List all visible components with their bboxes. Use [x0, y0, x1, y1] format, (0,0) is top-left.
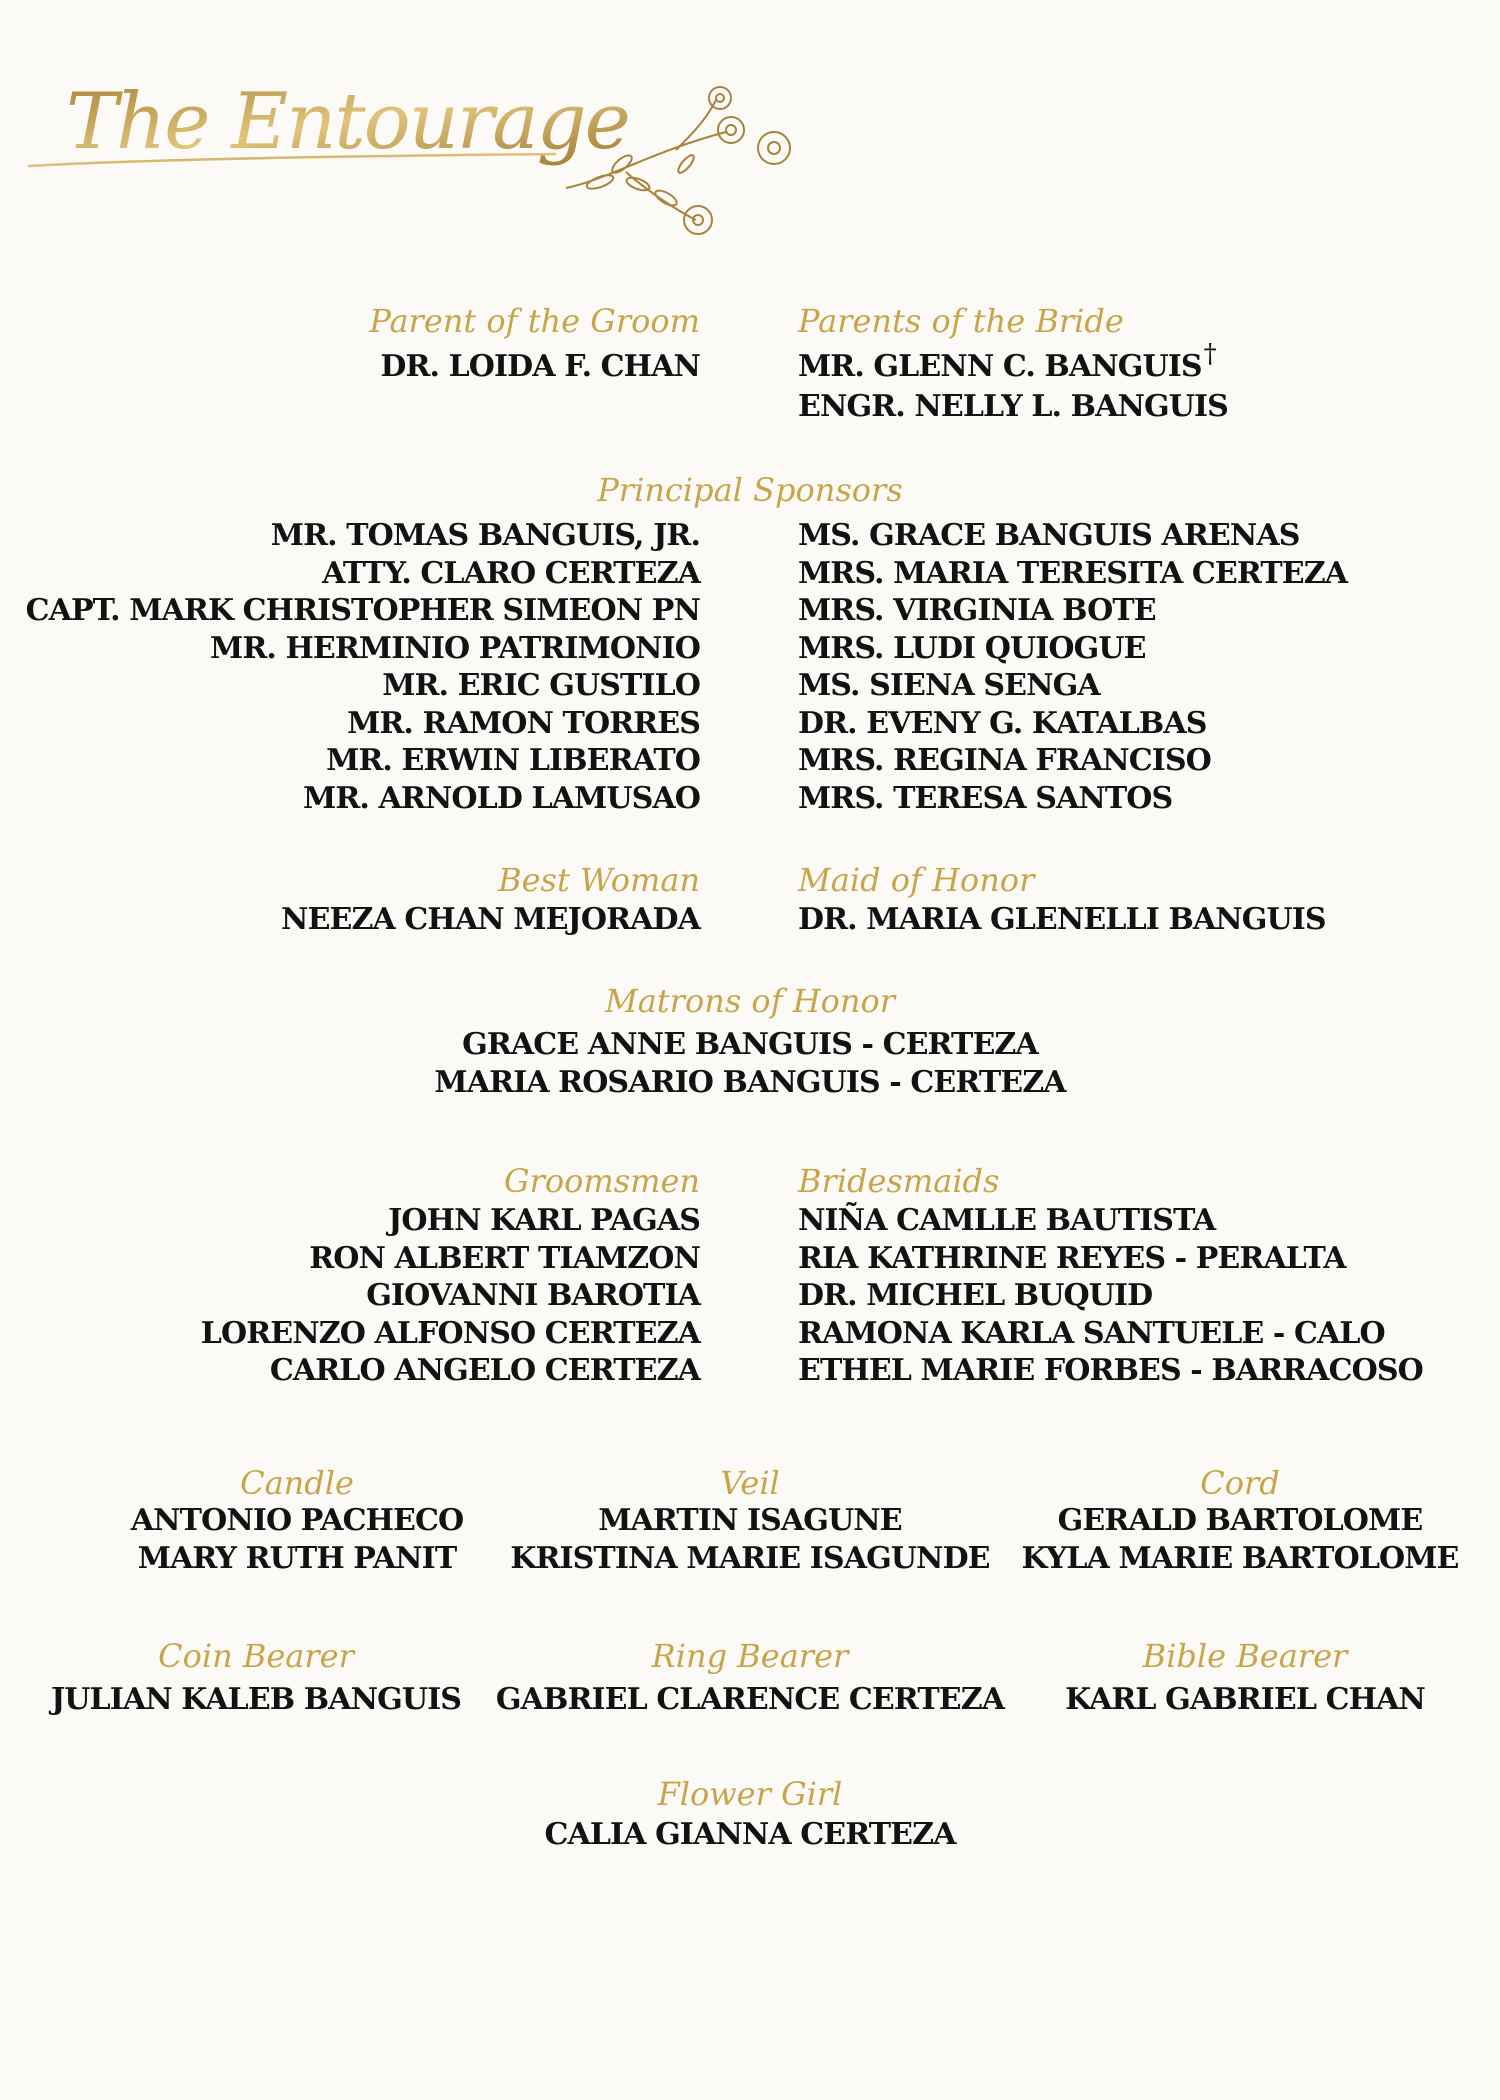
bridesmaids-heading: Bridesmaids	[798, 1162, 1000, 1200]
sponsor-name: MRS. MARIA TERESITA CERTEZA	[798, 555, 1348, 591]
father-of-bride-name: MR. GLENN C. BANGUIS	[798, 349, 1202, 384]
sponsor-name: MR. ARNOLD LAMUSAO	[303, 780, 700, 816]
mother-of-bride-name: ENGR. NELLY L. BANGUIS	[798, 388, 1228, 424]
principal-sponsors-heading: Principal Sponsors	[597, 471, 903, 509]
groomsmen-heading: Groomsmen	[503, 1162, 700, 1200]
veil-sponsor-name: MARTIN ISAGUNE	[598, 1503, 902, 1538]
candle-sponsor-name: ANTONIO PACHECO	[130, 1503, 464, 1538]
sponsor-name: ATTY. CLARO CERTEZA	[322, 555, 700, 591]
sponsor-name: MR. TOMAS BANGUIS, JR.	[270, 518, 700, 553]
veil-sponsor-name: KRISTINA MARIE ISAGUNDE	[510, 1540, 990, 1576]
ring-bearer-heading: Ring Bearer	[651, 1637, 849, 1675]
maid-of-honor-names	[798, 901, 1326, 939]
sponsor-name: MR. ERWIN LIBERATO	[326, 743, 700, 778]
flower-girl-name: CALIA GIANNA CERTEZA	[544, 1817, 956, 1852]
cord-sponsor-name: KYLA MARIE BARTOLOME	[1021, 1540, 1459, 1576]
sponsor-name: MS. GRACE BANGUIS ARENAS	[798, 518, 1300, 553]
groomsman-name: RON ALBERT TIAMZON	[309, 1240, 700, 1276]
bridesmaid-name: ETHEL MARIE FORBES - BARRACOSO	[798, 1353, 1423, 1388]
matron-name: MARIA ROSARIO BANGUIS - CERTEZA	[434, 1064, 1066, 1100]
bridesmaid-name: RIA KATHRINE REYES - PERALTA	[798, 1240, 1346, 1276]
bridesmaid-name: DR. MICHEL BUQUID	[798, 1278, 1153, 1313]
groomsman-name: LORENZO ALFONSO CERTEZA	[200, 1315, 700, 1351]
best-woman-name: NEEZA CHAN MEJORADA	[281, 902, 700, 937]
cord-names	[1020, 1502, 1460, 1577]
veil-names	[500, 1502, 1000, 1577]
maid-of-honor-heading: Maid of Honor	[798, 861, 1035, 899]
candle-sponsor-name: MARY RUTH PANIT	[137, 1540, 457, 1576]
sponsor-name: MRS. LUDI QUIOGUE	[798, 630, 1146, 666]
principal-sponsors-left	[26, 517, 700, 817]
candle-heading: Candle	[240, 1464, 354, 1502]
parent-groom-heading: Parent of the Groom	[369, 302, 700, 340]
coin-bearer-heading: Coin Bearer	[158, 1637, 354, 1675]
sponsor-name: CAPT. MARK CHRISTOPHER SIMEON PN	[25, 593, 700, 628]
bridesmaid-name: RAMONA KARLA SANTUELE - CALO	[798, 1315, 1385, 1351]
sponsor-name: MRS. REGINA FRANCISO	[798, 743, 1211, 778]
bible-bearer-name: KARL GABRIEL CHAN	[1065, 1682, 1425, 1717]
best-woman-heading: Best Woman	[498, 861, 700, 899]
matron-name: GRACE ANNE BANGUIS - CERTEZA	[462, 1027, 1038, 1062]
parents-bride-heading: Parents of the Bride	[798, 302, 1124, 340]
title-text: The Entourage	[66, 80, 629, 167]
sponsor-name: DR. EVENY G. KATALBAS	[798, 705, 1207, 741]
candle-names	[92, 1502, 502, 1577]
sponsor-name: MRS. TERESA SANTOS	[798, 780, 1173, 816]
bible-bearer-heading: Bible Bearer	[1142, 1637, 1348, 1675]
sponsor-name: MS. SIENA SENGA	[798, 668, 1100, 703]
flower-girl-heading: Flower Girl	[657, 1775, 843, 1813]
groomsman-name: CARLO ANGELO CERTEZA	[269, 1353, 700, 1388]
cord-heading: Cord	[1200, 1464, 1280, 1502]
cross-icon: †	[1203, 339, 1216, 369]
sponsor-name: MR. ERIC GUSTILO	[382, 668, 700, 703]
bridesmaid-name: NIÑA CAMLLE BAUTISTA	[798, 1203, 1216, 1238]
principal-sponsors-right	[798, 517, 1347, 817]
maid-of-honor-name: DR. MARIA GLENELLI BANGUIS	[798, 902, 1326, 937]
veil-heading: Veil	[720, 1464, 780, 1502]
groomsman-name: JOHN KARL PAGAS	[388, 1203, 700, 1238]
cord-sponsor-name: GERALD BARTOLOME	[1057, 1503, 1423, 1538]
bible-bearer-names	[1040, 1681, 1450, 1719]
sponsor-name: MR. RAMON TORRES	[347, 705, 700, 741]
parent-groom-names	[380, 348, 700, 386]
matrons-names	[0, 1026, 1500, 1101]
coin-bearer-name: JULIAN KALEB BANGUIS	[50, 1682, 462, 1717]
coin-bearer-names	[46, 1681, 466, 1719]
groomsman-name: GIOVANNI BAROTIA	[366, 1278, 700, 1313]
ring-bearer-name: GABRIEL CLARENCE CERTEZA	[495, 1682, 1005, 1717]
flower-girl-names	[0, 1816, 1500, 1854]
ring-bearer-names	[490, 1681, 1010, 1719]
sponsor-name: MRS. VIRGINIA BOTE	[798, 593, 1156, 628]
title-logo	[26, 80, 806, 240]
matrons-heading: Matrons of Honor	[604, 982, 896, 1020]
parent-groom-name: DR. LOIDA F. CHAN	[380, 349, 700, 384]
groomsmen-names	[201, 1202, 700, 1390]
best-woman-names	[281, 901, 700, 939]
sponsor-name: MR. HERMINIO PATRIMONIO	[210, 630, 700, 666]
parents-bride-names	[798, 339, 1228, 425]
bridesmaids-names	[798, 1202, 1423, 1390]
